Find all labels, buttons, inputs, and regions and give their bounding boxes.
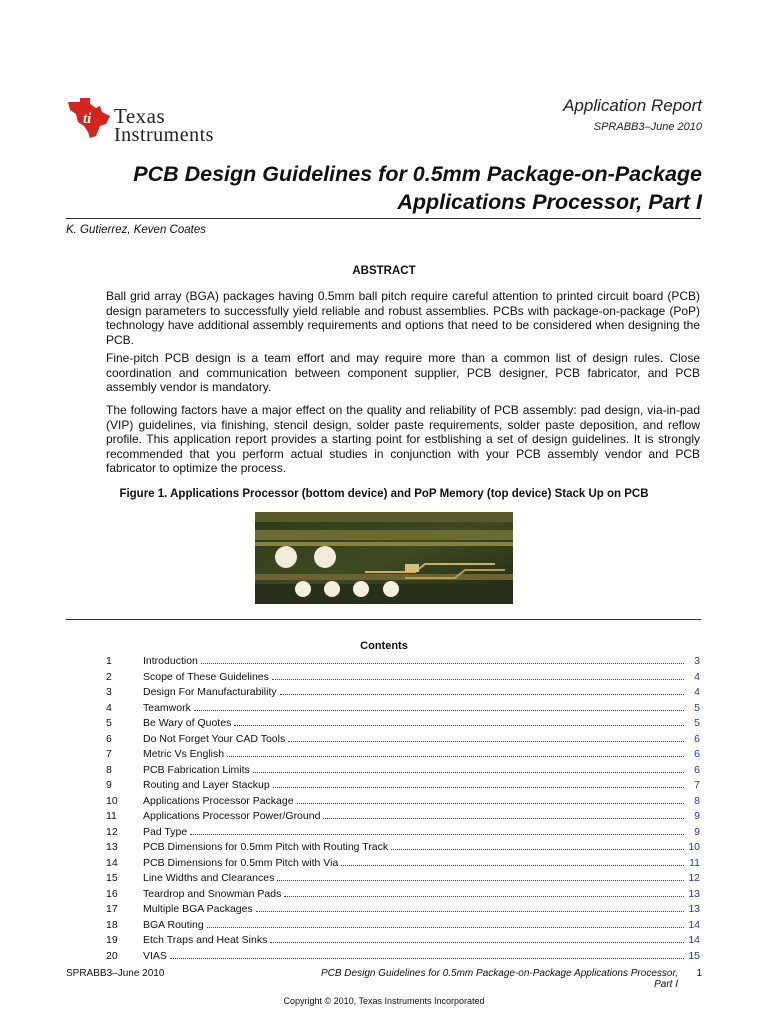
toc-row[interactable] <box>106 685 700 701</box>
abstract-paragraph-2: Fine-pitch PCB design is a team effort and may require more than a common list of design rules. Close coordination and communication between component supplier, PCB designer, PCB fabricator, and PCB assembly vendor is mandatory. <box>106 351 700 394</box>
toc-row[interactable] <box>106 840 700 856</box>
toc-leader-dots <box>273 787 684 788</box>
copyright: Copyright © 2010, Texas Instruments Incorporated <box>283 996 485 1006</box>
toc-number: 20 <box>106 949 118 962</box>
toc-page-link[interactable]: 6 <box>694 732 700 745</box>
toc-row[interactable] <box>106 887 700 903</box>
toc-number: 6 <box>106 732 112 745</box>
toc-number: 4 <box>106 701 112 714</box>
toc-title[interactable]: Metric Vs English <box>143 748 225 760</box>
toc-leader-dots <box>297 803 684 804</box>
toc-number: 8 <box>106 763 112 776</box>
toc-leader-dots <box>256 911 684 912</box>
authors: K. Gutierrez, Keven Coates <box>66 224 206 236</box>
toc-entry <box>143 840 700 856</box>
toc-number: 12 <box>106 825 118 838</box>
toc-title[interactable]: Teamwork <box>143 701 191 714</box>
toc-leader-dots <box>323 818 684 819</box>
toc-title[interactable]: PCB Dimensions for 0.5mm Pitch with Via <box>143 856 339 869</box>
toc-entry <box>143 887 700 903</box>
toc-page-link[interactable]: 14 <box>688 918 700 931</box>
toc-title[interactable]: Routing and Layer Stackup <box>143 779 270 791</box>
toc-page-link[interactable]: 8 <box>694 794 700 807</box>
toc-entry <box>143 825 700 841</box>
toc-number: 9 <box>106 779 112 791</box>
toc-entry <box>143 716 700 732</box>
toc-entry <box>143 794 700 810</box>
toc-row[interactable] <box>106 949 700 965</box>
toc-number: 5 <box>106 717 112 729</box>
toc-leader-dots <box>284 896 684 897</box>
toc-title[interactable]: VIAS <box>143 949 167 962</box>
toc-leader-dots <box>234 725 684 726</box>
footer-title <box>321 968 678 990</box>
toc-leader-dots <box>272 679 684 680</box>
toc-number: 10 <box>106 794 118 807</box>
toc-entry <box>143 902 700 918</box>
toc-entry <box>143 809 700 825</box>
toc-entry <box>143 654 700 670</box>
page-number: 1 <box>696 968 702 979</box>
toc-entry <box>143 701 700 717</box>
toc-page-link[interactable]: 5 <box>694 701 700 714</box>
contents-rule <box>66 619 701 620</box>
toc-leader-dots <box>341 865 684 866</box>
toc-number: 3 <box>106 686 112 698</box>
toc-entry <box>143 747 700 763</box>
toc-leader-dots <box>170 958 684 959</box>
toc-leader-dots <box>288 741 684 742</box>
toc-number: 16 <box>106 887 118 900</box>
toc-page-link[interactable]: 15 <box>688 949 700 962</box>
toc-title[interactable]: PCB Fabrication Limits <box>143 763 250 776</box>
toc-leader-dots <box>207 927 684 928</box>
toc-number: 7 <box>106 748 112 760</box>
toc-row[interactable] <box>106 747 700 763</box>
abstract-heading: ABSTRACT <box>352 265 416 277</box>
toc-title[interactable]: Be Wary of Quotes <box>143 717 232 729</box>
toc-title[interactable]: Scope of These Guidelines <box>143 670 269 683</box>
toc-number: 1 <box>106 655 112 667</box>
title-line-2: Applications Processor, Part I <box>397 190 702 214</box>
toc-number: 15 <box>106 872 118 884</box>
toc-row[interactable] <box>106 716 700 732</box>
toc-page-link[interactable]: 9 <box>694 825 700 838</box>
toc-leader-dots <box>277 880 684 881</box>
title-line-1: PCB Design Guidelines for 0.5mm Package-on-Package <box>133 162 702 186</box>
toc-number: 2 <box>106 670 112 683</box>
toc-number: 11 <box>106 810 117 822</box>
toc-row[interactable] <box>106 732 700 748</box>
toc-page-link[interactable]: 11 <box>689 856 700 869</box>
texas-state-logo-icon <box>66 96 112 140</box>
toc-title[interactable]: Teardrop and Snowman Pads <box>143 887 282 900</box>
toc-leader-dots <box>270 942 684 943</box>
toc-title[interactable]: Applications Processor Package <box>143 794 294 807</box>
contents-heading: Contents <box>360 640 408 652</box>
toc-entry <box>143 670 700 686</box>
toc-entry <box>143 763 700 779</box>
toc-number: 13 <box>106 841 118 853</box>
toc-entry <box>143 732 700 748</box>
toc-title[interactable]: Introduction <box>143 655 198 667</box>
table-of-contents <box>106 654 700 964</box>
abstract-paragraph-3: The following factors have a major effect on the quality and reliability of PCB assembly: pad design, via-in-pad (VIP) guidelines, via finishing, stencil design, solder paste requirements, solder paste deposition, and reflow profile. This application report provides a starting point for estblishing a set of design guidelines. It is strongly recommended that you perform actual studies in conjunction with your PCB assembly vendor and PCB fabricator to optimize the process. <box>106 403 700 475</box>
pcb-stackup-photo <box>255 512 513 604</box>
toc-title[interactable]: Do Not Forget Your CAD Tools <box>143 732 286 745</box>
toc-title[interactable]: Etch Traps and Heat Sinks <box>143 934 268 946</box>
toc-page-link[interactable]: 14 <box>688 934 700 946</box>
toc-row[interactable] <box>106 918 700 934</box>
toc-page-link[interactable]: 6 <box>694 748 700 760</box>
toc-entry <box>143 918 700 934</box>
toc-row[interactable] <box>106 871 700 887</box>
toc-row[interactable] <box>106 763 700 779</box>
toc-leader-dots <box>227 756 684 757</box>
toc-entry <box>143 871 700 887</box>
toc-leader-dots <box>280 694 684 695</box>
toc-page-link[interactable]: 13 <box>688 903 700 915</box>
toc-entry <box>143 856 700 872</box>
toc-leader-dots <box>391 849 684 850</box>
toc-row[interactable] <box>106 778 700 794</box>
footer-title-line-2: Part I <box>654 979 678 990</box>
toc-row[interactable] <box>106 794 700 810</box>
toc-row[interactable] <box>106 856 700 872</box>
toc-row[interactable] <box>106 670 700 686</box>
title-rule <box>66 218 701 219</box>
toc-title[interactable]: Design For Manufacturability <box>143 686 277 698</box>
toc-page-link[interactable]: 3 <box>694 655 700 667</box>
toc-leader-dots <box>253 772 684 773</box>
brand-line-2: Instruments <box>114 124 214 146</box>
toc-entry <box>143 933 700 949</box>
toc-page-link[interactable]: 5 <box>694 717 700 729</box>
toc-row[interactable] <box>106 809 700 825</box>
toc-page-link[interactable]: 9 <box>694 810 700 822</box>
toc-row[interactable] <box>106 701 700 717</box>
toc-page-link[interactable]: 4 <box>694 670 700 683</box>
toc-page-link[interactable]: 7 <box>694 779 700 791</box>
toc-number: 14 <box>106 856 118 869</box>
brand-line-1: Texas <box>114 104 166 128</box>
abstract-paragraph-1: Ball grid array (BGA) packages having 0.5mm ball pitch require careful attention to printed circuit board (PCB) design parameters to successfully yield reliable and robust assemblies. PCBs with package-on-package (PoP) technology have additional assembly requirements and options that need to be considered when designing the PCB. <box>106 289 700 347</box>
svg-text:ti: ti <box>83 111 92 127</box>
toc-page-link[interactable]: 13 <box>688 887 700 900</box>
toc-row[interactable] <box>106 933 700 949</box>
toc-page-link[interactable]: 6 <box>694 763 700 776</box>
toc-page-link[interactable]: 4 <box>694 686 700 698</box>
toc-entry <box>143 685 700 701</box>
toc-title[interactable]: Line Widths and Clearances <box>143 872 275 884</box>
toc-title[interactable]: Applications Processor Power/Ground <box>143 810 321 822</box>
toc-number: 17 <box>106 903 118 915</box>
toc-number: 18 <box>106 918 118 931</box>
report-type: Application Report <box>563 96 702 115</box>
footer-title-line-1: PCB Design Guidelines for 0.5mm Package-on-Package Applications Processor, <box>320 968 678 979</box>
toc-page-link[interactable]: 12 <box>688 872 700 884</box>
toc-entry <box>143 949 700 965</box>
toc-title[interactable]: Pad Type <box>143 825 188 838</box>
report-id: SPRABB3–June 2010 <box>593 121 702 133</box>
footer-doc-id: SPRABB3–June 2010 <box>66 968 165 979</box>
toc-row[interactable] <box>106 902 700 918</box>
toc-entry <box>143 778 700 794</box>
toc-leader-dots <box>201 663 684 664</box>
toc-title[interactable]: PCB Dimensions for 0.5mm Pitch with Routing Track <box>143 841 389 853</box>
figure-caption: Figure 1. Applications Processor (bottom device) and PoP Memory (top device) Stack Up on PCB <box>119 488 649 500</box>
toc-row[interactable] <box>106 654 700 670</box>
toc-number: 19 <box>106 934 118 946</box>
toc-row[interactable] <box>106 825 700 841</box>
toc-title[interactable]: BGA Routing <box>143 918 204 931</box>
toc-leader-dots <box>194 710 684 711</box>
ti-logo <box>66 96 266 148</box>
toc-title[interactable]: Multiple BGA Packages <box>143 903 253 915</box>
toc-leader-dots <box>190 834 684 835</box>
document-title <box>133 160 702 216</box>
toc-page-link[interactable]: 10 <box>688 841 700 853</box>
